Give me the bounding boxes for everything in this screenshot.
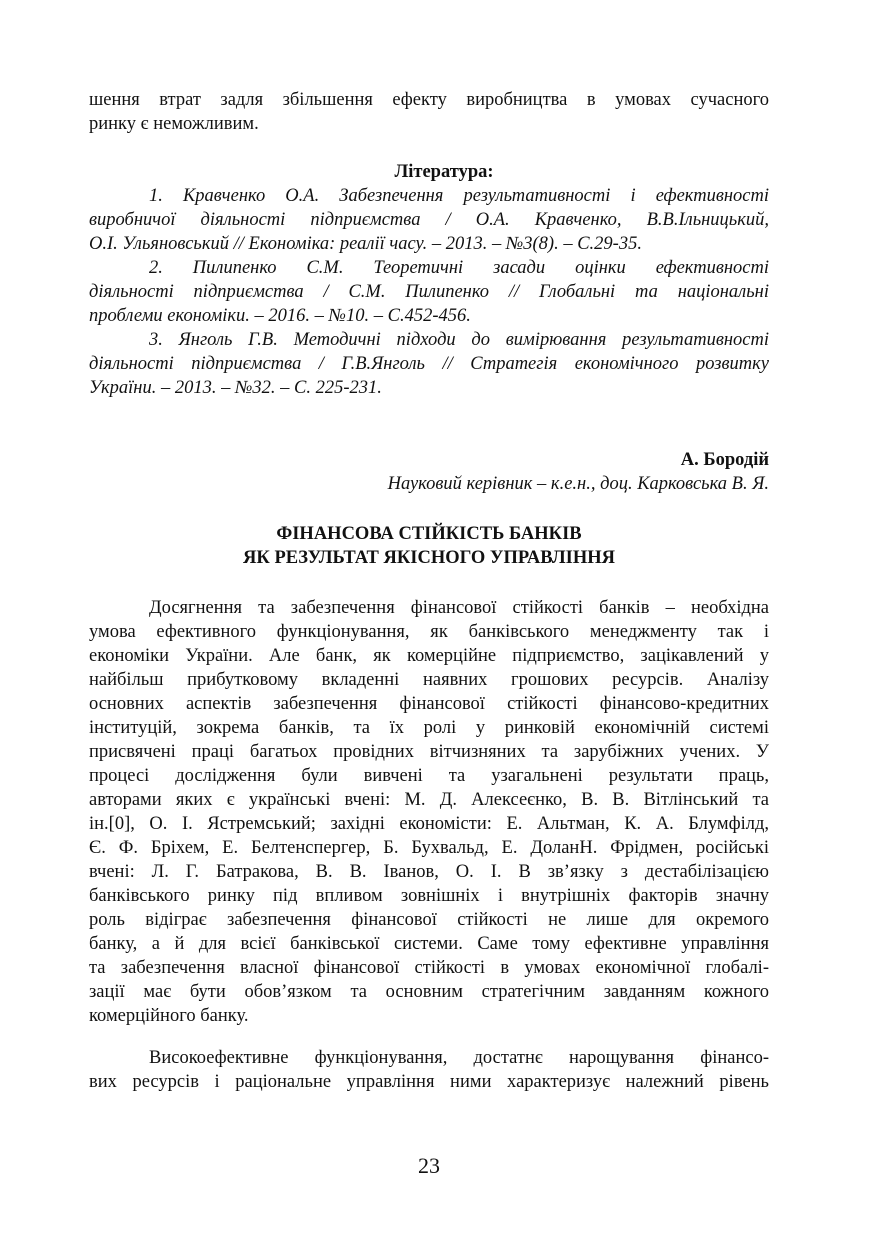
title-line: ЯК РЕЗУЛЬТАТ ЯКІСНОГО УПРАВЛІННЯ xyxy=(243,548,615,568)
text-line: присвячені праці багатьох провідних вітчизняних та зарубіжних учених. У xyxy=(89,742,769,762)
text-line: виробничої діяльності підприємства / О.А. Кравченко, В.В.Ільницький, xyxy=(89,210,769,230)
text-line: шення втрат задля збільшення ефекту виробництва в умовах сучасного xyxy=(89,90,769,110)
reference-item xyxy=(89,184,769,256)
text-line: роль відіграє забезпечення фінансової стійкості не лише для окремого xyxy=(89,910,769,930)
page-footer xyxy=(89,1154,769,1178)
text-line: основних аспектів забезпечення фінансової стійкості фінансово-кредитних xyxy=(89,694,769,714)
text-line: процесі дослідження були вивчені та узагальнені результати праць, xyxy=(89,766,769,786)
page-number: 23 xyxy=(418,1153,440,1178)
text-line: Досягнення та забезпечення фінансової стійкості банків – необхідна xyxy=(149,598,769,618)
text-line: інституцій, зокрема банків, та їх ролі у ринковій економічній системі xyxy=(89,718,769,738)
text-line: авторами яких є українські вчені: М. Д. Алексеєнко, В. В. Вітлінський та xyxy=(89,790,769,810)
references-section xyxy=(89,160,769,400)
text-line: економіки України. Але банк, як комерційне підприємство, зацікавлений у xyxy=(89,646,769,666)
text-line: Високоефективне функціонування, достатнє нарощування фінансо- xyxy=(149,1048,769,1068)
text-line: 3. Янголь Г.В. Методичні підходи до вимірювання результативності xyxy=(149,330,769,350)
article-title xyxy=(89,522,769,570)
text-line: проблеми економіки. – 2016. – №10. – С.452-456. xyxy=(89,306,471,326)
author-name: А. Бородій xyxy=(680,450,769,470)
text-line: вчені: Л. Г. Батракова, В. В. Іванов, О. І. В зв’язку з дестабілізацією xyxy=(89,862,769,882)
text-line: 2. Пилипенко С.М. Теоретичні засади оцінки ефективності xyxy=(149,258,769,278)
reference-item xyxy=(89,256,769,328)
text-line: діяльності підприємства / С.М. Пилипенко // Глобальні та національні xyxy=(89,282,769,302)
title-line: ФІНАНСОВА СТІЙКІСТЬ БАНКІВ xyxy=(276,524,582,544)
text-line: умова ефективного функціонування, як банківського менеджменту так і xyxy=(89,622,769,642)
text-line: банківського ринку під впливом зовнішніх і внутрішніх факторів значну xyxy=(89,886,769,906)
text-line: вих ресурсів і раціональне управління ними характеризує належний рівень xyxy=(89,1072,769,1092)
references-heading: Література: xyxy=(394,162,494,182)
text-line: найбільш прибутковому вкладенні наявних грошових ресурсів. Аналізу xyxy=(89,670,769,690)
text-line: діяльності підприємства / Г.В.Янголь // Стратегія економічного розвитку xyxy=(89,354,769,374)
text-line: та забезпечення власної фінансової стійкості в умовах економічної глобалі- xyxy=(89,958,769,978)
text-line: ін.[0], О. І. Ястремський; західні економісти: Е. Альтман, К. А. Блумфілд, xyxy=(89,814,769,834)
text-line: комерційного банку. xyxy=(89,1006,249,1026)
text-line: Є. Ф. Бріхем, Е. Белтенспергер, Б. Бухвальд, Е. ДоланН. Фрідмен, російські xyxy=(89,838,769,858)
text-line: 1. Кравченко О.А. Забезпечення результативності і ефективності xyxy=(149,186,769,206)
paragraph-2 xyxy=(89,1046,769,1094)
reference-item xyxy=(89,328,769,400)
text-line: О.І. Ульяновський // Економіка: реалії часу. – 2013. – №3(8). – С.29-35. xyxy=(89,234,642,254)
paragraph-1 xyxy=(89,596,769,1028)
text-line: зації має бути обов’язком та основним стратегічним завданням кожного xyxy=(89,982,769,1002)
intro-tail xyxy=(89,88,769,136)
text-line: банку, а й для всієї банківської системи. Саме тому ефективне управління xyxy=(89,934,769,954)
supervisor: Науковий керівник – к.е.н., доц. Карковська В. Я. xyxy=(387,474,769,494)
text-line: України. – 2013. – №32. – С. 225-231. xyxy=(89,378,382,398)
author-block xyxy=(89,448,769,496)
text-line: ринку є неможливим. xyxy=(89,114,259,134)
